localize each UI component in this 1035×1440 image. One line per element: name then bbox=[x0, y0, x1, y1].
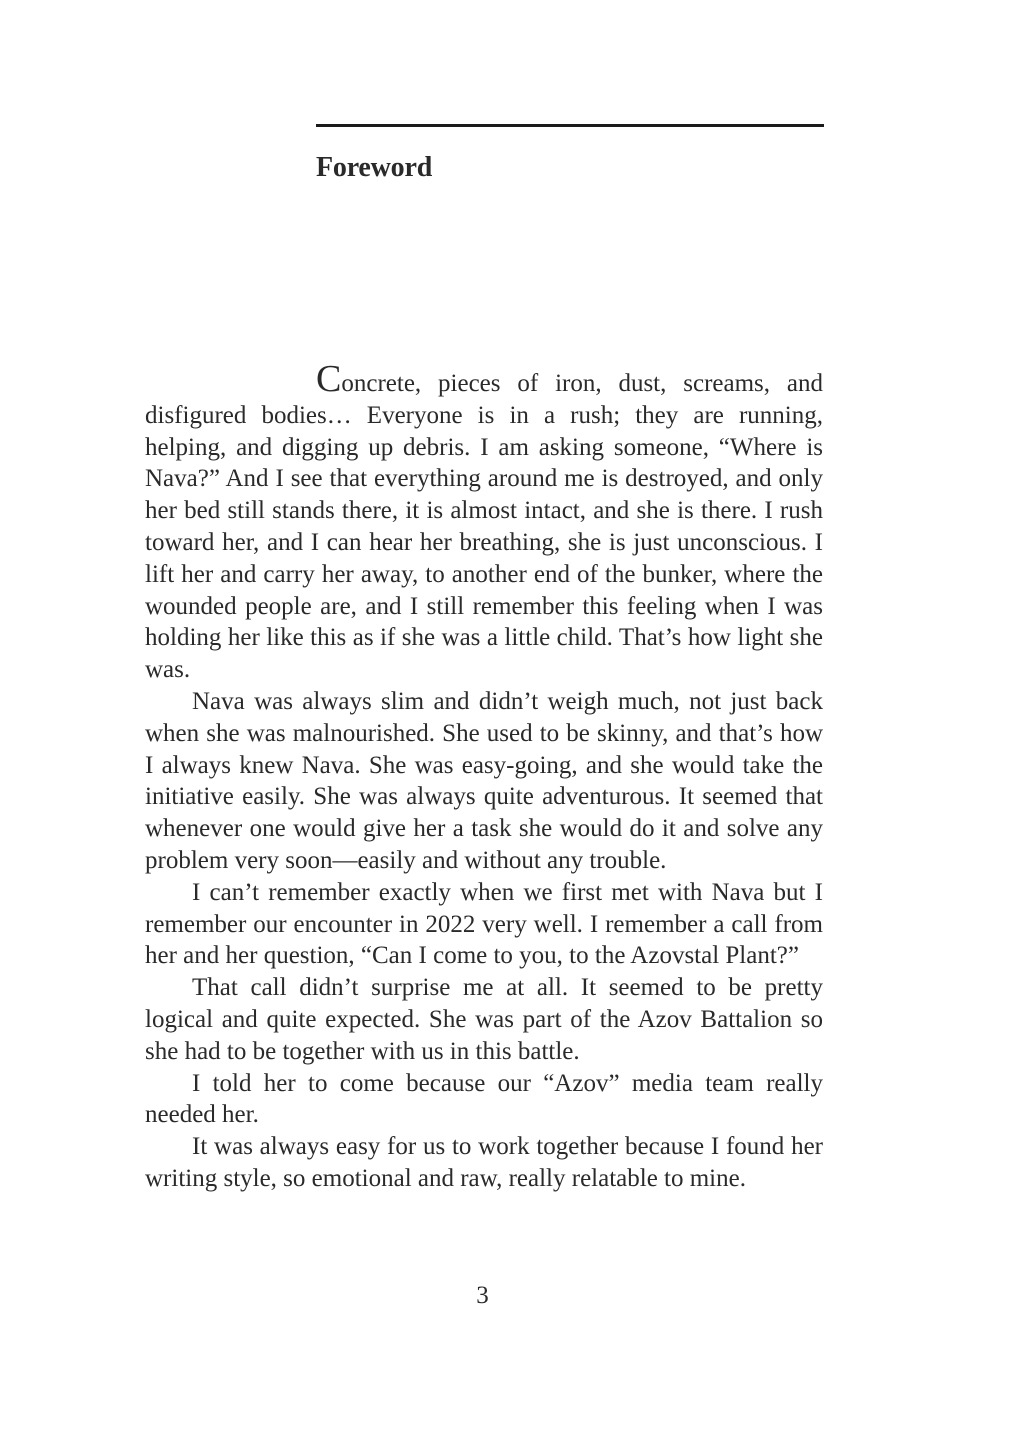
chapter-title: Foreword bbox=[316, 152, 433, 183]
body-text bbox=[145, 360, 823, 1195]
chapter-rule bbox=[316, 124, 824, 127]
drop-cap: C bbox=[316, 358, 342, 400]
paragraph-1-text: oncrete, pieces of iron, dust, screams, and disfigured bodies… Everyone is in a rush; they are running, helping, and digging up debris. I am asking someone, “Where is Nava?” And I see that everything around me is destroyed, and only her bed still stands there, it is almost intact, and she is there. I rush toward her, and I can hear her breathing, she is just unconscious. I lift her and carry her away, to another end of the bunker, where the wounded people are, and I still remember this feeling when I was holding her like this as if she was a little child. That’s how light she was. bbox=[145, 370, 823, 684]
paragraph-6: It was always easy for us to work together because I found her writing style, so emotional and raw, really relatable to mine. bbox=[145, 1133, 823, 1192]
paragraph-4: That call didn’t surprise me at all. It seemed to be pretty logical and quite expected. She was part of the Azov Battalion so she had to be together with us in this battle. bbox=[145, 974, 823, 1065]
paragraph-5: I told her to come because our “Azov” media team really needed her. bbox=[145, 1069, 823, 1129]
paragraph-3: I can’t remember exactly when we first met with Nava but I remember our encounter in 2022 very well. I remember a call from her and her question, “Can I come to you, to the Azovstal Plant?” bbox=[145, 878, 823, 970]
paragraph-2: Nava was always slim and didn’t weigh much, not just back when she was malnourished. She used to be skinny, and that’s how I always knew Nava. She was easy-going, and she would take the initiative easily. She was always quite adventurous. It seemed that whenever one would give her a task she would do it and solve any problem very soon—easily and without any trouble. bbox=[145, 687, 823, 874]
page-number: 3 bbox=[476, 1282, 489, 1309]
paragraph-1 bbox=[145, 360, 823, 686]
